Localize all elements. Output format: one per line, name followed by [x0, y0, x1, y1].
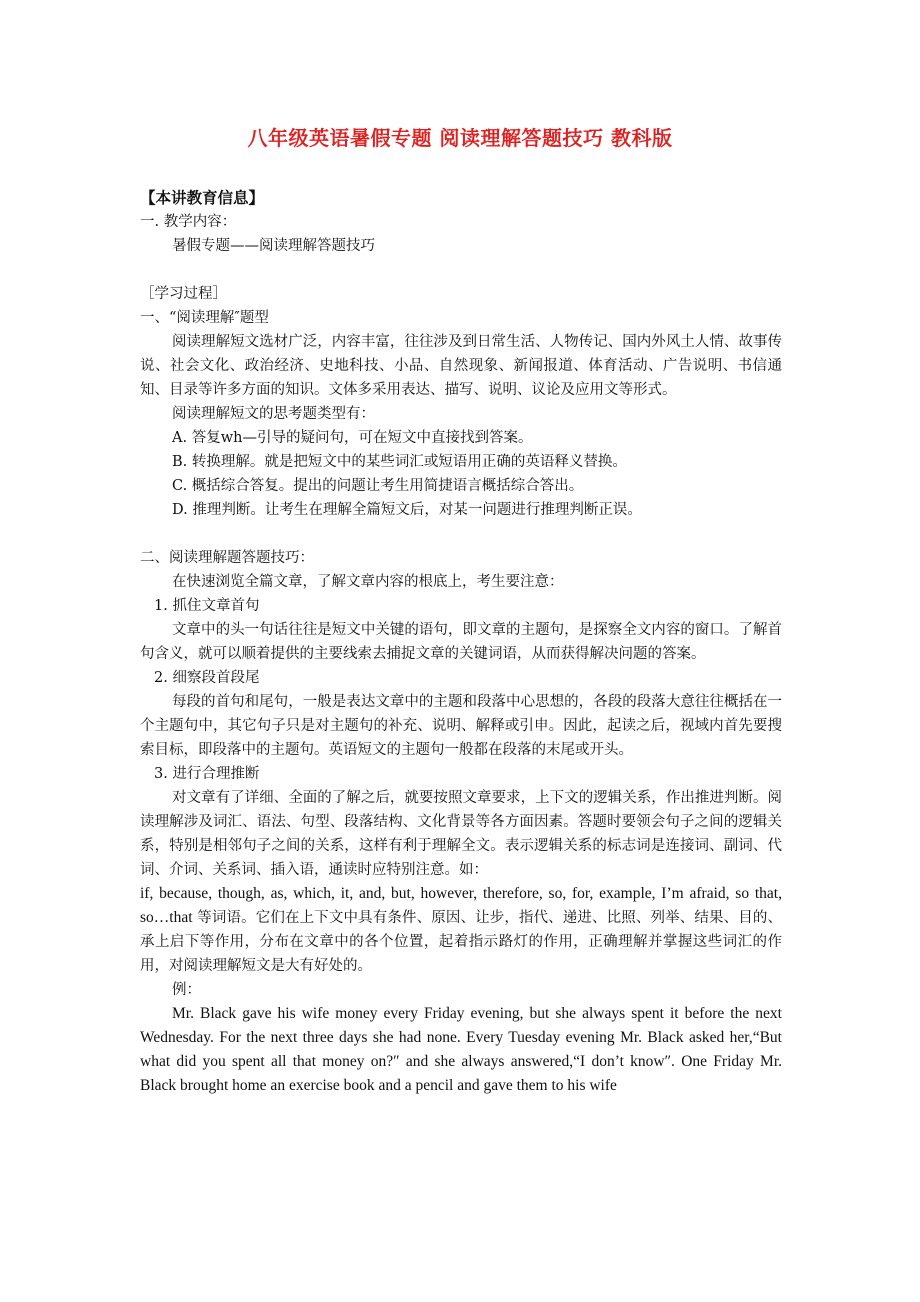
- signal-words: if, because, though, as, which, it, and, but, however, therefore, so, for, example, I’m afraid, so that, so…that: [140, 885, 782, 926]
- section1-paragraph: 阅读理解短文选材广泛，内容丰富，往往涉及到日常生活、人物传记、国内外风土人情、故事传说、社会文化、政治经济、史地科技、小品、自然现象、新闻报道、体育活动、广告说明、书信通知、目录等许多方面的知识。文体多采用表达、描写、说明、议论及应用文等形式。: [140, 334, 782, 398]
- page-title: 八年级英语暑假专题 阅读理解答题技巧 教科版: [247, 126, 673, 150]
- tip3-title: 3. 进行合理推断: [154, 766, 260, 782]
- section2-heading: 二、阅读理解题答题技巧：: [140, 550, 314, 566]
- type-item-b: B. 转换理解。就是把短文中的某些词汇或短语用正确的英语释义替换。: [172, 454, 627, 470]
- tip1-paragraph: 文章中的头一句话往往是短文中关键的语句，即文章的主题句，是探察全文内容的窗口。了解首句含义，就可以顺着提供的主要线索去捕捉文章的关键词语，从而获得解决问题的答案。: [140, 622, 782, 662]
- info-heading: 【本讲教育信息】: [140, 188, 265, 207]
- process-label: ［学习过程］: [140, 286, 227, 302]
- tip2-paragraph: 每段的首句和尾句，一般是表达文章中的主题和段落中心思想的，各段的段落大意往往概括在一个主题句中，其它句子只是对主题句的补充、说明、解释或引申。因此，起读之后，视域内首先要搜索目标，即段落中的主题句。英语短文的主题句一般都在段落的末尾或开头。: [140, 694, 782, 758]
- example-label: 例：: [172, 982, 201, 998]
- teaching-label: 一. 教学内容：: [140, 214, 237, 230]
- section2-intro: 在快速浏览全篇文章，了解文章内容的根底上，考生要注意：: [172, 574, 564, 590]
- tip3-signal-words-paragraph: [140, 882, 782, 978]
- type-item-c: C. 概括综合答复。提出的问题让考生用简捷语言概括综合答出。: [172, 478, 584, 494]
- type-item-a: A. 答复wh—引导的疑问句，可在短文中直接找到答案。: [172, 430, 533, 446]
- document-body: [140, 186, 782, 1098]
- example-paragraph: Mr. Black gave his wife money every Friday evening, but she always spent it before the next Wednesday. For the next three days she had none. Every Tuesday evening Mr. Black asked her,“But what did you spent all that money on?″ and she always answered,“I don’t know″. One Friday Mr. Black brought home an exercise book and a pencil and gave them to his wife: [140, 1005, 782, 1094]
- teaching-topic: 暑假专题——阅读理解答题技巧: [172, 238, 375, 254]
- tip2-title: 2. 细察段首段尾: [154, 670, 260, 686]
- tip1-title: 1. 抓住文章首句: [154, 598, 260, 614]
- types-intro: 阅读理解短文的思考题类型有：: [172, 406, 375, 422]
- tip3-paragraph: 对文章有了详细、全面的了解之后，就要按照文章要求，上下文的逻辑关系，作出推进判断。阅读理解涉及词汇、语法、句型、段落结构、文化背景等各方面因素。答题时要领会句子之间的逻辑关系，特别是相邻句子之间的关系，这样有利于理解全文。表示逻辑关系的标志词是连接词、副词、代词、介词、关系词、插入语，通读时应特别注意。如：: [140, 790, 782, 878]
- section1-heading: 一、“阅读理解″题型: [140, 310, 269, 326]
- type-item-d: D. 推理判断。让考生在理解全篇短文后，对某一问题进行推理判断正误。: [172, 502, 642, 518]
- signal-words-explanation: 等词语。它们在上下文中具有条件、原因、让步，指代、递进、比照、列举、结果、目的、承上启下等作用，分布在文章中的各个位置，起着指示路灯的作用，正确理解并掌握这些词汇的作用，对阅读理解短文是大有好处的。: [140, 910, 782, 974]
